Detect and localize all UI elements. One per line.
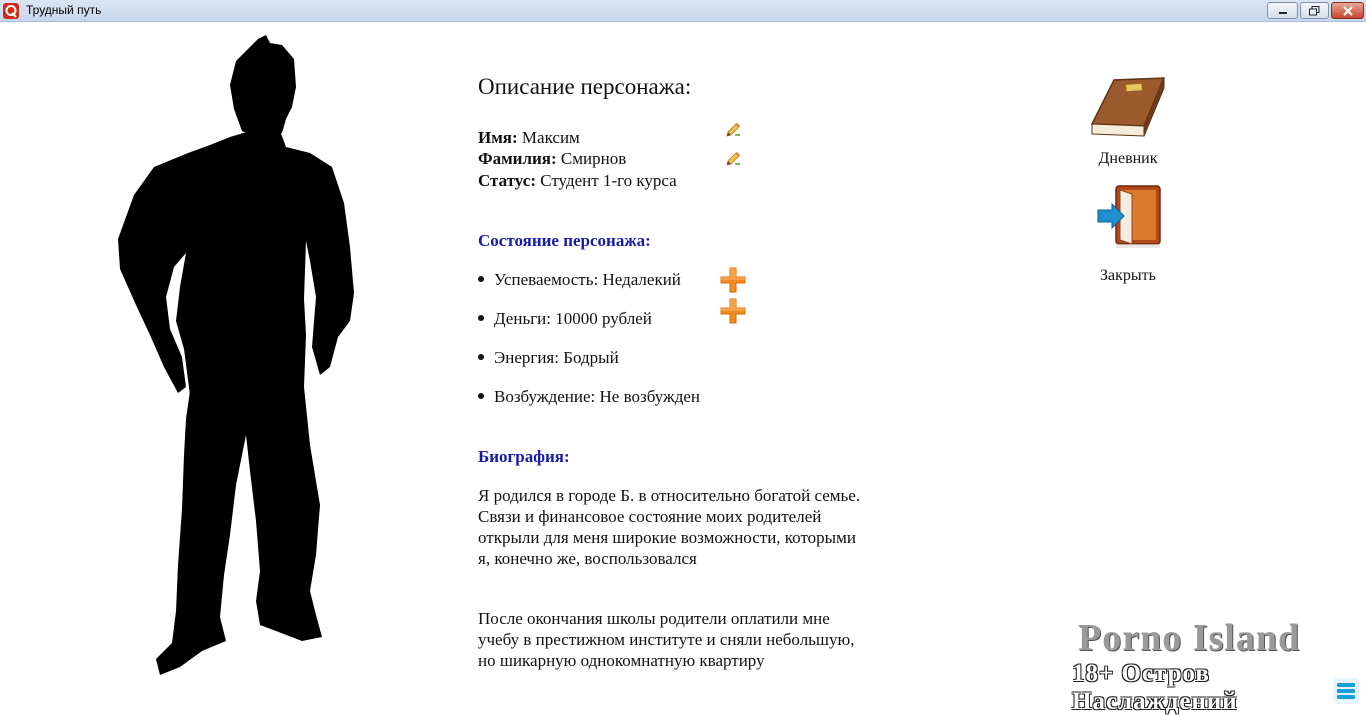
app-q-icon	[3, 3, 19, 19]
name-value: Максим	[521, 128, 580, 147]
bullet-icon	[478, 276, 484, 282]
surname-label: Фамилия:	[478, 149, 557, 168]
stat-value: 10000 рублей	[555, 309, 652, 328]
window-title: Трудный путь	[26, 3, 102, 17]
stat-item-performance	[478, 270, 681, 290]
watermark-title: Porno Island	[1078, 617, 1301, 659]
name-row	[478, 128, 580, 148]
stat-label: Успеваемость:	[494, 270, 599, 289]
diary-label[interactable]: Дневник	[1098, 150, 1158, 167]
exit-door-icon[interactable]	[1096, 184, 1162, 250]
window-title-bar[interactable]	[0, 0, 1366, 22]
bullet-icon	[478, 393, 484, 399]
diary-book-icon[interactable]	[1088, 74, 1168, 142]
surname-value: Смирнов	[560, 149, 627, 168]
minimize-icon	[1278, 7, 1288, 15]
minimize-button[interactable]	[1267, 2, 1298, 19]
status-label: Статус:	[478, 171, 536, 190]
watermark-subtitle: 18+ Остров Наслаждений	[1072, 660, 1238, 715]
stat-value: Недалекий	[602, 270, 681, 289]
close-icon	[1343, 6, 1353, 16]
menu-icon[interactable]	[1333, 678, 1359, 704]
edit-name-pencil-icon[interactable]	[724, 121, 742, 139]
stat-label: Деньги:	[494, 309, 551, 328]
stat-value: Бодрый	[563, 348, 619, 367]
biography-heading: Биография:	[478, 447, 570, 466]
stat-label: Возбуждение:	[494, 387, 596, 406]
stat-item-money	[478, 309, 652, 329]
stat-item-energy	[478, 348, 619, 368]
biography-paragraph: Я родился в городе Б. в относительно богатой семье. Связи и финансовое состояние моих родителей открыли для меня широкие возможности, которыми я, конечно же, воспользовался	[478, 486, 861, 568]
character-silhouette	[110, 35, 360, 685]
increase-performance-plus-icon[interactable]	[720, 267, 746, 293]
surname-row	[478, 149, 626, 169]
bullet-icon	[478, 354, 484, 360]
stat-value: Не возбужден	[599, 387, 701, 406]
bullet-icon	[478, 315, 484, 321]
status-value: Студент 1-го курса	[540, 171, 677, 190]
biography-paragraph: После окончания школы родители оплатили мне учебу в престижном институте и сняли небольшую, но шикарную однокомнатную квартиру	[478, 609, 855, 670]
edit-surname-pencil-icon[interactable]	[724, 150, 742, 168]
restore-button[interactable]	[1300, 2, 1329, 19]
restore-icon	[1309, 6, 1320, 16]
status-row	[478, 171, 677, 191]
increase-money-plus-icon[interactable]	[720, 298, 746, 324]
name-label: Имя:	[478, 128, 518, 147]
stat-item-arousal	[478, 387, 700, 407]
stat-label: Энергия:	[494, 348, 559, 367]
close-window-button[interactable]	[1331, 2, 1364, 19]
character-description-heading: Описание персонажа:	[478, 74, 692, 99]
close-label[interactable]: Закрыть	[1100, 267, 1156, 284]
character-state-heading: Состояние персонажа:	[478, 231, 651, 250]
